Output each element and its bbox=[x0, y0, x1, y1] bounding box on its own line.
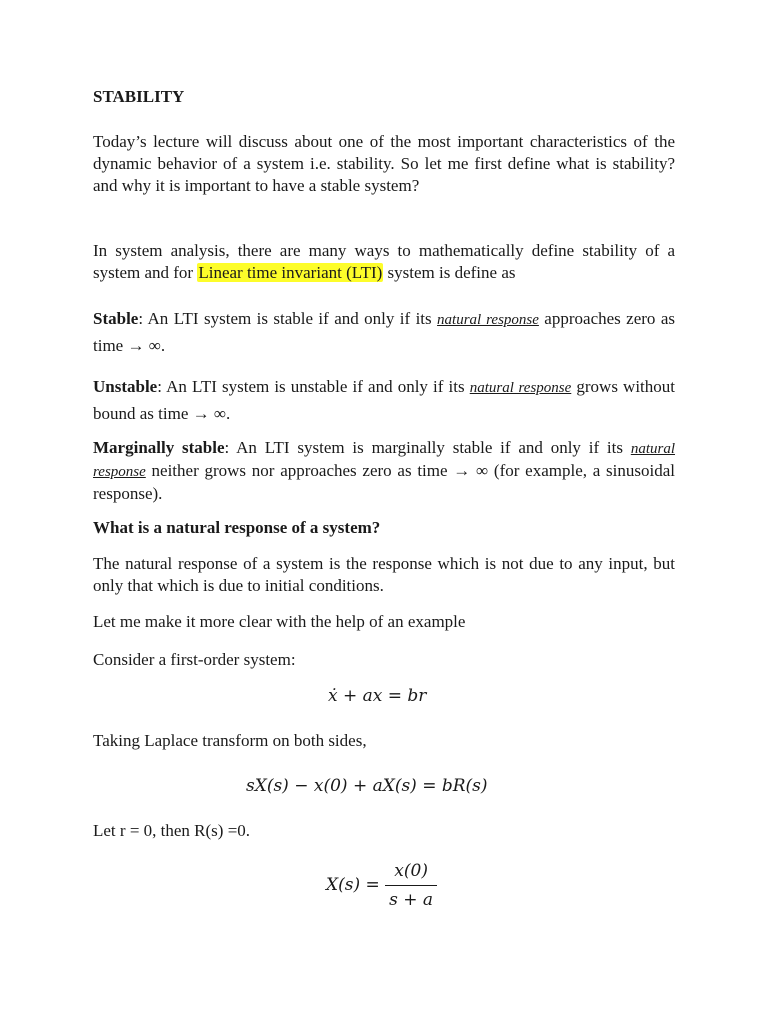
fraction bbox=[385, 860, 437, 911]
definition-paragraph: The natural response of a system is the response which is not due to any input, but only that which is due to initial conditions. bbox=[93, 554, 675, 595]
stable-term: Stable bbox=[93, 309, 139, 328]
natural-response-link: natural response bbox=[437, 312, 539, 328]
marginal-term: Marginally stable bbox=[93, 438, 225, 457]
example-intro: Let me make it more clear with the help of an example bbox=[93, 612, 466, 631]
unstable-definition: Unstable: An LTI system is unstable if and only if its natural response grows without bound as time → ∞. bbox=[93, 377, 676, 423]
equation-solution: X(s) = $\frac{x(0)}{s + a}$ bbox=[326, 860, 437, 911]
unstable-term: Unstable bbox=[93, 377, 158, 396]
marginal-definition: Marginally stable: An LTI system is marginally stable if and only if its natural response neither grows nor approaches zero as time → ∞ (for example, a sinusoidal response). bbox=[93, 438, 675, 503]
question-heading: What is a natural response of a system? bbox=[93, 518, 381, 537]
fraction-numerator: x(0) bbox=[385, 860, 437, 886]
natural-response-link: natural response bbox=[93, 441, 675, 480]
consider-text: Consider a first-order system: bbox=[93, 650, 296, 669]
laplace-intro: Taking Laplace transform on both sides, bbox=[93, 731, 367, 750]
analysis-paragraph: In system analysis, there are many ways to mathematically define stability of a system and for Linear time invariant (LTI) system is define as bbox=[93, 241, 675, 282]
fraction-denominator: s + a bbox=[389, 890, 434, 910]
stable-definition: Stable: An LTI system is stable if and only if its natural response approaches zero as time → ∞. bbox=[93, 309, 675, 355]
section-title: STABILITY bbox=[93, 87, 185, 106]
equation-laplace: sX(s) − x(0) + aX(s) = bR(s) bbox=[246, 776, 488, 796]
let-r-text: Let r = 0, then R(s) =0. bbox=[93, 821, 251, 840]
lti-highlight: Linear time invariant (LTI) bbox=[198, 263, 383, 282]
equation-first-order: ẋ + ax = br bbox=[328, 686, 427, 706]
natural-response-link: natural response bbox=[469, 380, 572, 396]
intro-paragraph: Today’s lecture will discuss about one of the most important characteristics of the dynamic behavior of a system i.e. stability. So let me first define what is stability? and why it is important to have a stable system? bbox=[93, 132, 675, 195]
